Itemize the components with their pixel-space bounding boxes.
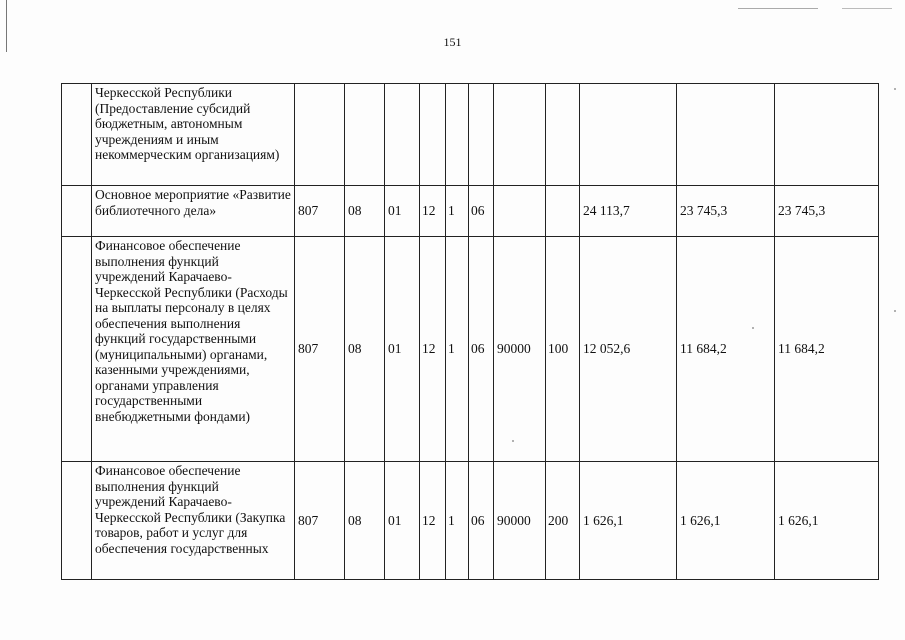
ministry-code-cell: 807 xyxy=(295,186,345,237)
program-code-cell: 12 xyxy=(420,237,446,462)
expense-direction-cell: 90000 xyxy=(494,462,546,580)
expense-direction-cell xyxy=(494,186,546,237)
scan-artifact-line xyxy=(738,8,818,9)
program-code-cell xyxy=(420,84,446,186)
page-number: 151 xyxy=(443,35,462,49)
scan-speck xyxy=(894,310,896,312)
section-code-cell: 08 xyxy=(345,186,385,237)
section-code-cell xyxy=(345,84,385,186)
scan-speck xyxy=(512,440,514,442)
amount-year-3-cell: 23 745,3 xyxy=(775,186,879,237)
subprogram-code-cell: 1 xyxy=(446,462,469,580)
scan-artifact-line xyxy=(842,8,892,9)
expense-direction-cell xyxy=(494,84,546,186)
table-row xyxy=(62,237,879,462)
event-code-cell: 06 xyxy=(469,462,494,580)
section-code-cell: 08 xyxy=(345,237,385,462)
subprogram-code-cell: 1 xyxy=(446,237,469,462)
row-marker-cell xyxy=(62,84,92,186)
expense-type-cell: 200 xyxy=(546,462,580,580)
subprogram-code-cell: 1 xyxy=(446,186,469,237)
ministry-code-cell: 807 xyxy=(295,462,345,580)
amount-year-2-cell xyxy=(677,84,775,186)
expense-direction-cell: 90000 xyxy=(494,237,546,462)
row-marker-cell xyxy=(62,186,92,237)
section-code-cell: 08 xyxy=(345,462,385,580)
ministry-code-cell: 807 xyxy=(295,237,345,462)
subsection-code-cell: 01 xyxy=(385,462,420,580)
amount-year-3-cell xyxy=(775,84,879,186)
expense-type-cell xyxy=(546,84,580,186)
amount-year-2-cell: 23 745,3 xyxy=(677,186,775,237)
amount-year-1-cell: 24 113,7 xyxy=(580,186,677,237)
subsection-code-cell xyxy=(385,84,420,186)
amount-year-1-cell: 12 052,6 xyxy=(580,237,677,462)
event-code-cell xyxy=(469,84,494,186)
expense-type-cell xyxy=(546,186,580,237)
scan-speck xyxy=(894,88,896,90)
table-row xyxy=(62,186,879,237)
amount-year-2-cell: 1 626,1 xyxy=(677,462,775,580)
amount-year-2-cell: 11 684,2 xyxy=(677,237,775,462)
description-cell: Основное мероприятие «Развитие библиотечного дела» xyxy=(92,186,295,237)
row-marker-cell xyxy=(62,237,92,462)
expense-type-cell: 100 xyxy=(546,237,580,462)
amount-year-1-cell: 1 626,1 xyxy=(580,462,677,580)
description-cell: Финансовое обеспечение выполнения функций учреждений Карачаево-Черкесской Республики (Расходы на выплаты персоналу в целях обеспечения выполнения функций государственными (муниципальными) органами, казенными учреждениями, органами управления государственными внебюджетными фондами) xyxy=(92,237,295,462)
subsection-code-cell: 01 xyxy=(385,186,420,237)
table-row xyxy=(62,84,879,186)
event-code-cell: 06 xyxy=(469,237,494,462)
amount-year-3-cell: 11 684,2 xyxy=(775,237,879,462)
amount-year-1-cell xyxy=(580,84,677,186)
budget-table xyxy=(61,83,879,580)
program-code-cell: 12 xyxy=(420,462,446,580)
subprogram-code-cell xyxy=(446,84,469,186)
row-marker-cell xyxy=(62,462,92,580)
description-cell: Финансовое обеспечение выполнения функций учреждений Карачаево-Черкесской Республики (Закупка товаров, работ и услуг для обеспечения государственных xyxy=(92,462,295,580)
amount-year-3-cell: 1 626,1 xyxy=(775,462,879,580)
description-cell: Черкесской Республики (Предоставление субсидий бюджетным, автономным учреждениям и иным некоммерческим организациям) xyxy=(92,84,295,186)
program-code-cell: 12 xyxy=(420,186,446,237)
ministry-code-cell xyxy=(295,84,345,186)
table-row xyxy=(62,462,879,580)
scan-speck xyxy=(752,327,754,329)
event-code-cell: 06 xyxy=(469,186,494,237)
subsection-code-cell: 01 xyxy=(385,237,420,462)
